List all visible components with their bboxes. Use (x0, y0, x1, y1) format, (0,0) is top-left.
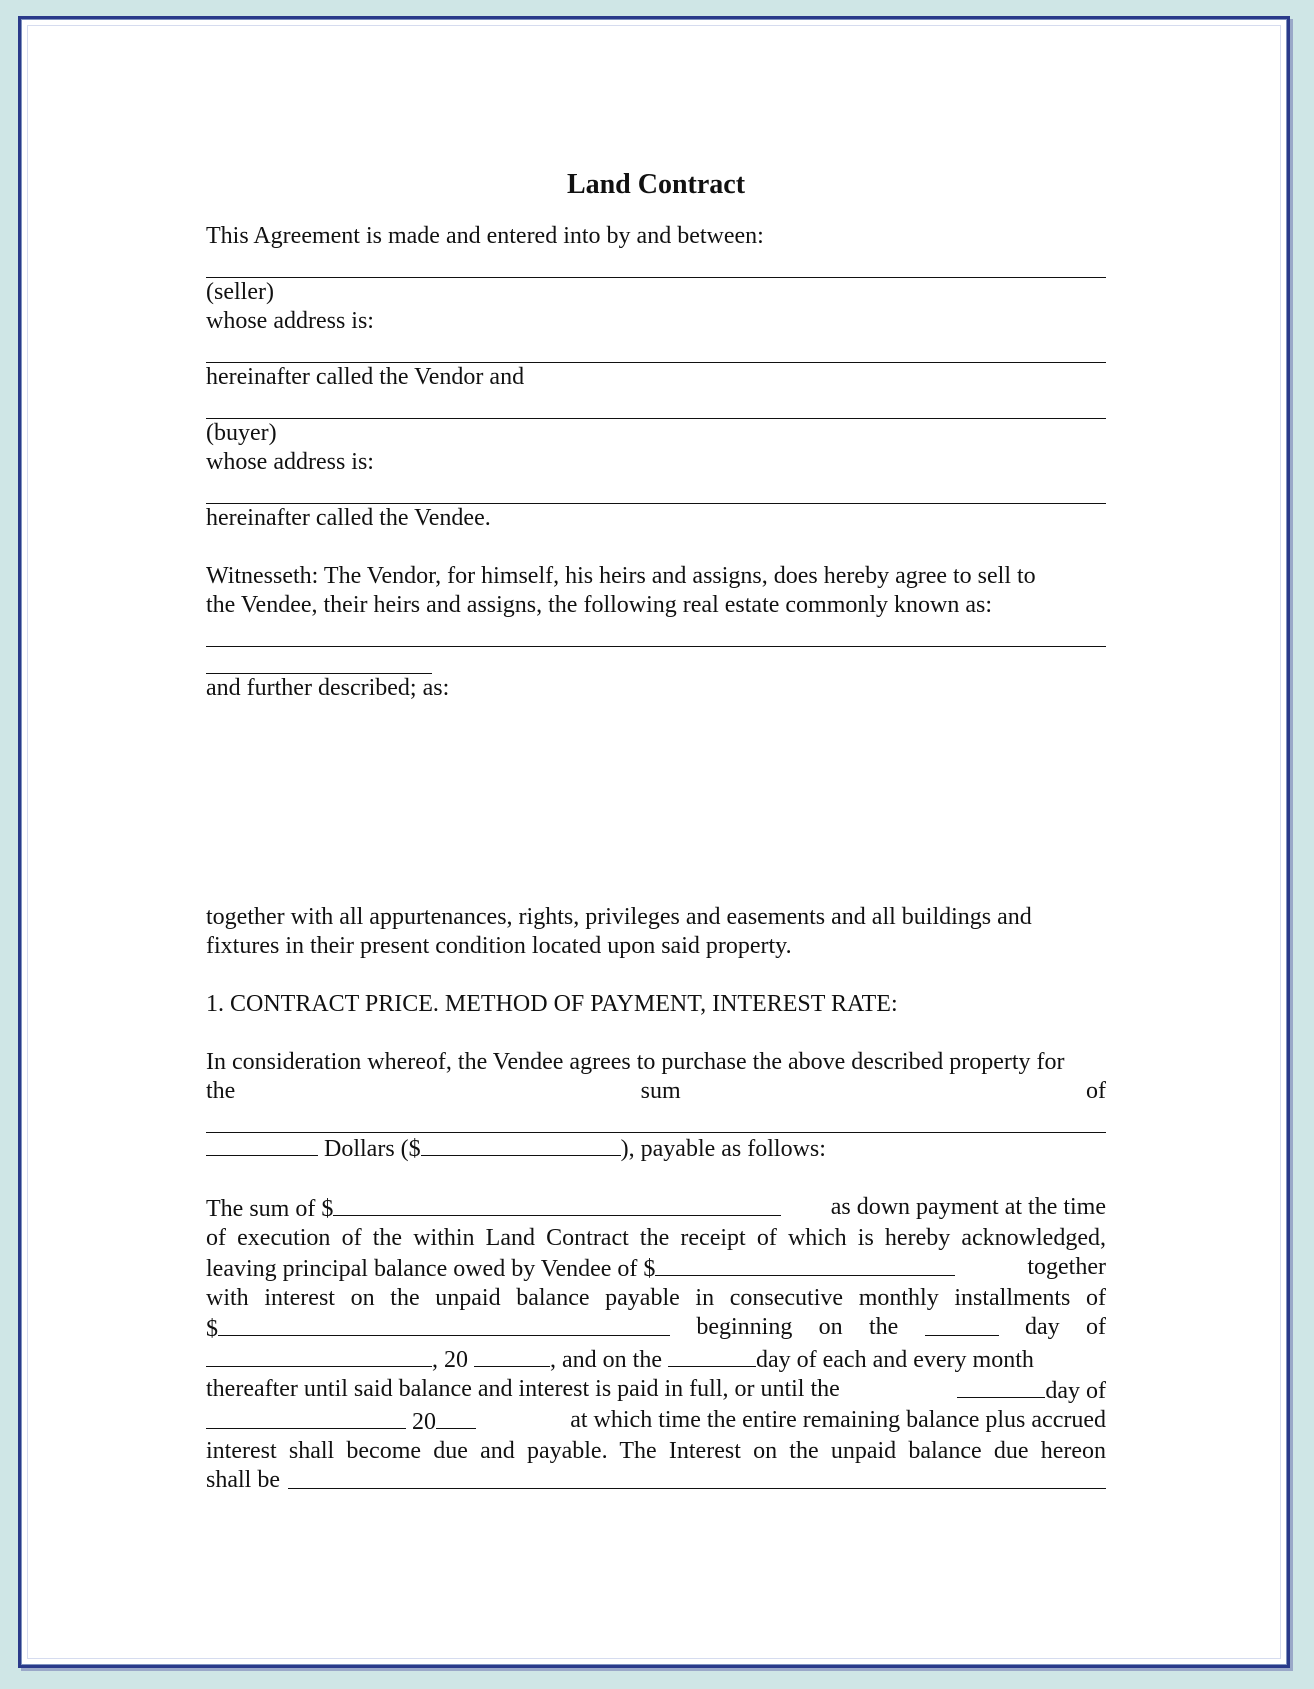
section-1-heading: 1. CONTRACT PRICE. METHOD OF PAYMENT, INTEREST RATE: (206, 991, 898, 1017)
buyer-name-blank[interactable] (206, 392, 1106, 419)
seller-name-blank[interactable] (206, 251, 1106, 278)
further-described-text: and further described; as: (206, 675, 450, 701)
seller-address-blank[interactable] (206, 336, 1106, 363)
consideration-line-2: the sum of (206, 1078, 1106, 1104)
payment-line-2: of execution of the within Land Contract the receipt of which is hereby acknowledged, (206, 1225, 1106, 1251)
monthly-day-blank[interactable] (668, 1344, 756, 1367)
document-page (206, 158, 1106, 1495)
payment-line-4: with interest on the unpaid balance payable in consecutive monthly installments of (206, 1285, 1106, 1311)
property-known-as-blank[interactable] (206, 620, 1106, 647)
buyer-address-label: whose address is: (206, 449, 374, 475)
start-day-blank[interactable] (925, 1313, 999, 1336)
property-description-area (206, 703, 1106, 903)
seller-address-label: whose address is: (206, 308, 374, 334)
seller-label: (seller) (206, 279, 274, 305)
payment-line-5: $ beginning on the day of (206, 1314, 1106, 1342)
dollars-line: Dollars ($ ), payable as follows: (206, 1133, 1106, 1164)
final-year-blank[interactable] (436, 1406, 476, 1429)
monthly-installment-blank[interactable] (218, 1313, 670, 1336)
payment-line-10: shall be (206, 1466, 1106, 1495)
intro-text: This Agreement is made and entered into by and between: (206, 223, 764, 249)
principal-balance-blank[interactable] (655, 1253, 955, 1276)
payment-line-6: , 20 , and on the day of each and every month (206, 1344, 1106, 1375)
consideration-line-1: In consideration whereof, the Vendee agrees to purchase the above described property for (206, 1049, 1065, 1075)
buyer-address-blank[interactable] (206, 477, 1106, 504)
payment-line-7: thereafter until said balance and interest is paid in full, or until the day of (206, 1376, 1106, 1404)
witness-line-2: the Vendee, their heirs and assigns, the following real estate commonly known as: (206, 592, 993, 618)
final-month-blank[interactable] (206, 1406, 406, 1429)
together-line-1: together with all appurtenances, rights, privileges and easements and all buildings and (206, 904, 1032, 930)
price-words-blank[interactable] (206, 1106, 1106, 1133)
price-amount-blank[interactable] (421, 1133, 621, 1156)
together-line-2: fixtures in their present condition located upon said property. (206, 933, 792, 959)
buyer-label: (buyer) (206, 420, 277, 446)
vendor-line: hereinafter called the Vendor and (206, 364, 525, 390)
document-title: Land Contract (566, 169, 746, 200)
interest-rate-blank[interactable] (288, 1466, 1106, 1489)
final-day-blank[interactable] (957, 1375, 1045, 1398)
down-payment-blank[interactable] (333, 1193, 781, 1216)
payment-line-9: interest shall become due and payable. The Interest on the unpaid balance due hereon (206, 1438, 1106, 1464)
start-month-blank[interactable] (206, 1344, 432, 1367)
vendee-line: hereinafter called the Vendee. (206, 505, 491, 531)
witness-line-1: Witnesseth: The Vendor, for himself, his heirs and assigns, does hereby agree to sell to (206, 563, 1036, 589)
property-known-as-blank-2[interactable] (206, 647, 432, 674)
payment-line-3: leaving principal balance owed by Vendee of $ together (206, 1254, 1106, 1282)
start-year-blank[interactable] (474, 1344, 550, 1367)
payment-line-1: The sum of $ as down payment at the time (206, 1194, 1106, 1222)
payment-line-8: 20 at which time the entire remaining balance plus accrued (206, 1406, 1106, 1437)
price-words-blank-2[interactable] (206, 1133, 318, 1156)
